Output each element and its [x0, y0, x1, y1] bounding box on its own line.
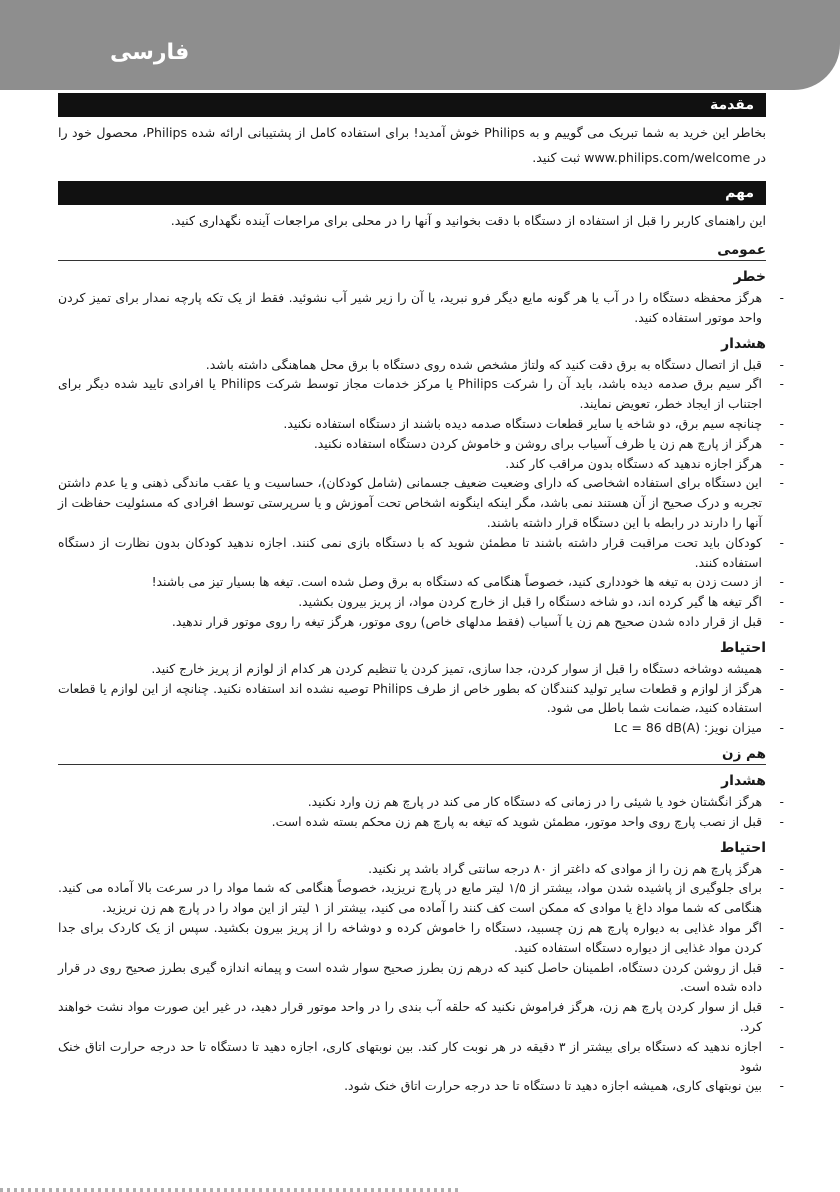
list-item: - اگر تیغه ها گیر کرده اند، دو شاخه دستگاه را قبل از خارج کردن مواد، از پریز بیرون بکشید. — [298, 594, 784, 610]
list-item-text: هرگز از پارچ هم زن یا ظرف آسیاب برای روشن و خاموش کردن دستگاه استفاده نکنید. — [313, 435, 762, 451]
list-item-text: قبل از سوار کردن پارچ هم زن، هرگز فراموش نکنید که حلقه آب بندی را در واحد موتور قرار دهید، در غیر این صورت مواد نشت خواهند کرد. — [58, 999, 762, 1034]
list-item: - هرگز پارچ هم زن را از موادی که داغتر از ۸۰ درجه سانتی گراد باشد پر نکنید. — [368, 860, 784, 876]
list-item: - اجازه ندهید که دستگاه برای بیشتر از ۳ دقیقه در هر نوبت کار کند. بین نوبتهای کاری، اجازه دهید تا دستگاه تا حد درجه حرارت اتاق خنک شود — [58, 1038, 784, 1074]
list-item: - چنانچه سیم برق، دو شاخه یا سایر قطعات دستگاه صدمه دیده باشند از دستگاه استفاده نکنید. — [283, 415, 784, 431]
list-item: - اگر مواد غذایی به دیواره پارچ هم زن چسبید، دستگاه را خاموش کرده و دوشاخه را از پریز بیرون بکشید. سپس از یک کاردک برای جدا کردن مواد غذایی از دیواره دستگاه استفاده کنید. — [58, 919, 784, 955]
list-item-text: هرگز اجازه ندهید که دستگاه بدون مراقب کار کند. — [505, 455, 762, 471]
danger-list — [58, 288, 784, 328]
caution-list — [58, 659, 784, 738]
print-registration-strip — [0, 1188, 460, 1192]
list-item-text: چنانچه سیم برق، دو شاخه یا سایر قطعات دستگاه صدمه دیده باشند از دستگاه استفاده نکنید. — [283, 415, 762, 431]
list-item-text: قبل از قرار داده شدن صحیح هم زن یا آسیاب (فقط مدلهای خاص) روی موتور، هرگز تیغه را روی موتور قرار ندهید. — [171, 613, 762, 629]
list-item: - قبل از اتصال دستگاه به برق دقت کنید که ولتاژ مشخص شده روی دستگاه با برق محل هماهنگی داشته باشد. — [205, 356, 784, 372]
list-item: - هرگز انگشتان خود یا شیئی را در زمانی که دستگاه کار می کند در پارچ هم زن وارد نکنید. — [307, 793, 784, 809]
list-item: - برای جلوگیری از پاشیده شدن مواد، بیشتر از ۱/۵ لیتر مایع در پارچ نریزید، خصوصاً هنگامی که شما مواد را در سرعت بالا آماده می کنید. هنگامی که شما مواد داغ یا موادی که ممکن است کف کنند را آماده می کنید، بیشتر از ۱ لیتر از این مواد را در پارچ هم زن نریزید. — [58, 880, 784, 916]
list-item-text: میزان نویز: Lc = 86 dB(A) — [613, 720, 762, 736]
section-bar-important: مهم — [58, 181, 766, 205]
list-item: - میزان نویز: Lc = 86 dB(A) — [613, 720, 784, 736]
warning-heading: هشدار — [721, 335, 766, 352]
list-item: - هرگز محفظه دستگاه را در آب یا هر گونه مایع دیگر فرو نبرید، یا آن را زیر شیر آب نشوئید. فقط از یک تکه پارچه نمدار برای تمیز کردن واحد موتور استفاده کنید. — [58, 290, 784, 325]
list-item-text: برای جلوگیری از پاشیده شدن مواد، بیشتر از ۱/۵ لیتر مایع در پارچ نریزید، خصوصاً هنگامی که شما مواد را در سرعت بالا آماده می کنید. هنگامی که شما مواد داغ یا موادی که ممکن است کف کنند را آماده می کنید، بیشتر از ۱ لیتر از این مواد را در پارچ هم زن نریزید. — [58, 880, 762, 916]
danger-heading: خطر — [733, 269, 766, 285]
blender-warning-list — [58, 792, 784, 832]
list-item-text: همیشه دوشاخه دستگاه را قبل از سوار کردن، جدا سازی، تمیز کردن یا تنظیم کردن هر کدام از لوازم از پریز خارج کنید. — [151, 660, 762, 676]
list-item-text: اجازه ندهید که دستگاه برای بیشتر از ۳ دقیقه در هر نوبت کار کند. بین نوبتهای کاری، اجازه دهید تا دستگاه تا حد درجه حرارت اتاق خنک شود — [58, 1038, 762, 1074]
list-item-text: قبل از نصب پارچ روی واحد موتور، مطمئن شوید که تیغه به پارچ هم زن محکم بسته شده است. — [271, 813, 762, 829]
blender-caution-list — [58, 859, 784, 1097]
list-item-text: قبل از اتصال دستگاه به برق دقت کنید که ولتاژ مشخص شده روی دستگاه با برق محل هماهنگی داشته باشد. — [205, 356, 762, 372]
list-item: - قبل از نصب پارچ روی واحد موتور، مطمئن شوید که تیغه به پارچ هم زن محکم بسته شده است. — [271, 813, 784, 829]
list-item-text: بین نوبتهای کاری، همیشه اجازه دهید تا دستگاه تا حد درجه حرارت اتاق خنک شود. — [344, 1078, 762, 1094]
list-item: - بین نوبتهای کاری، همیشه اجازه دهید تا دستگاه تا حد درجه حرارت اتاق خنک شود. — [344, 1078, 784, 1094]
list-item-text: قبل از روشن کردن دستگاه، اطمینان حاصل کنید که درهم زن بطرز صحیح سوار شده است و پیمانه اندازه گیری بطرز صحیح روی در قرار داده شده است. — [58, 959, 762, 995]
section-bar-introduction: مقدمة — [58, 93, 766, 117]
manual-content — [58, 93, 784, 1096]
list-item-text: هرگز محفظه دستگاه را در آب یا هر گونه مایع دیگر فرو نبرید، یا آن را زیر شیر آب نشوئید. فقط از یک تکه پارچه نمدار برای تمیز کردن واحد موتور استفاده کنید. — [58, 290, 762, 325]
introduction-paragraph: بخاطر این خرید به شما تبریک می گوییم و به Philips خوش آمدید! برای استفاده کامل از پشتیبانی ارائه شده Philips، محصول خود را در www.philips.com/welcome ثبت کنید. — [58, 125, 766, 165]
list-item-text: اگر سیم برق صدمه دیده باشد، باید آن را شرکت Philips یا مرکز خدمات مجاز توسط شرکت Philips یا افرادی تایید شده دیگر برای اجتناب از ایجاد خطر، تعویض نمایند. — [58, 376, 762, 412]
important-paragraph: این راهنمای کاربر را قبل از استفاده از دستگاه با دقت بخوانید و آنها را در محلی برای مراجعات آینده نگهداری کنید. — [170, 213, 766, 228]
list-item-text: اگر مواد غذایی به دیواره پارچ هم زن چسبید، دستگاه را خاموش کرده و دوشاخه را از پریز بیرون بکشید. سپس از یک کاردک برای جدا کردن مواد غذایی از دیواره دستگاه استفاده کنید. — [58, 919, 762, 955]
list-item-text: از دست زدن به تیغه ها خودداری کنید، خصوصاً هنگامی که دستگاه به برق وصل شده است. تیغه ها بسیار تیز می باشند! — [151, 574, 762, 590]
list-item: - قبل از سوار کردن پارچ هم زن، هرگز فراموش نکنید که حلقه آب بندی را در واحد موتور قرار دهید، در غیر این صورت مواد نشت خواهند کرد. — [58, 999, 784, 1034]
list-item: - کودکان باید تحت مراقبت قرار داشته باشند تا مطمئن شوید که با دستگاه بازی نمی کنند. اجازه ندهید کودکان بدون نظارت از دستگاه استفاده کنند. — [58, 534, 784, 570]
subsection-blender-title: هم زن — [58, 742, 766, 765]
header-band — [0, 0, 840, 90]
list-item-text: هرگز انگشتان خود یا شیئی را در زمانی که دستگاه کار می کند در پارچ هم زن وارد نکنید. — [307, 793, 762, 809]
blender-caution-heading: احتیاط — [719, 839, 766, 856]
list-item: - هرگز اجازه ندهید که دستگاه بدون مراقب کار کند. — [505, 455, 784, 471]
list-item: - هرگز از پارچ هم زن یا ظرف آسیاب برای روشن و خاموش کردن دستگاه استفاده نکنید. — [313, 435, 784, 451]
list-item: - قبل از قرار داده شدن صحیح هم زن یا آسیاب (فقط مدلهای خاص) روی موتور، هرگز تیغه را روی موتور قرار ندهید. — [171, 613, 784, 629]
blender-warning-heading: هشدار — [721, 772, 766, 789]
list-item-text: این دستگاه برای استفاده اشخاصی که دارای وضعیت ضعیف جسمانی (شامل کودکان)، حساسیت و یا عقب ماندگی ذهنی و یا عدم داشتن تجربه و درک صحیح از آن هستند نمی باشد، مگر اینکه اینگونه اشخاص تحت آموزش و یا سرپرستی توسط افرادی که مسئولیت حفاظت از آنها را دارند در رابطه با این دستگاه قرار داشته باشند. — [58, 475, 762, 530]
list-item-text: اگر تیغه ها گیر کرده اند، دو شاخه دستگاه را قبل از خارج کردن مواد، از پریز بیرون بکشید. — [298, 594, 762, 610]
list-item: - این دستگاه برای استفاده اشخاصی که دارای وضعیت ضعیف جسمانی (شامل کودکان)، حساسیت و یا عقب ماندگی ذهنی و یا عدم داشتن تجربه و درک صحیح از آن هستند نمی باشد، مگر اینکه اینگونه اشخاص تحت آموزش و یا سرپرستی توسط افرادی که مسئولیت حفاظت از آنها را دارند در رابطه با این دستگاه قرار داشته باشند. — [58, 475, 784, 530]
list-item: - هرگز از لوازم و قطعات سایر تولید کنندگان که بطور خاص از طرف Philips توصیه نشده اند استفاده نکنید. چنانچه از این لوازم یا قطعات استفاده کنید، ضمانت شما باطل می شود. — [58, 680, 784, 716]
list-item: - اگر سیم برق صدمه دیده باشد، باید آن را شرکت Philips یا مرکز خدمات مجاز توسط شرکت Philips یا افرادی تایید شده دیگر برای اجتناب از ایجاد خطر، تعویض نمایند. — [58, 376, 784, 412]
caution-heading: احتیاط — [719, 639, 766, 656]
list-item-text: کودکان باید تحت مراقبت قرار داشته باشند تا مطمئن شوید که با دستگاه بازی نمی کنند. اجازه ندهید کودکان بدون نظارت از دستگاه استفاده کنند. — [58, 534, 762, 570]
list-item-text: هرگز از لوازم و قطعات سایر تولید کنندگان که بطور خاص از طرف Philips توصیه نشده اند استفاده نکنید. چنانچه از این لوازم یا قطعات استفاده کنید، ضمانت شما باطل می شود. — [58, 680, 762, 716]
warning-list — [58, 355, 784, 632]
subsection-general-title: عمومی — [58, 238, 766, 261]
list-item: - همیشه دوشاخه دستگاه را قبل از سوار کردن، جدا سازی، تمیز کردن یا تنظیم کردن هر کدام از لوازم از پریز خارج کنید. — [151, 660, 784, 676]
language-tab: فارسی — [110, 40, 190, 65]
list-item: - از دست زدن به تیغه ها خودداری کنید، خصوصاً هنگامی که دستگاه به برق وصل شده است. تیغه ها بسیار تیز می باشند! — [151, 574, 784, 590]
list-item-text: هرگز پارچ هم زن را از موادی که داغتر از ۸۰ درجه سانتی گراد باشد پر نکنید. — [368, 860, 762, 876]
list-item: - قبل از روشن کردن دستگاه، اطمینان حاصل کنید که درهم زن بطرز صحیح سوار شده است و پیمانه اندازه گیری بطرز صحیح روی در قرار داده شده است. — [58, 959, 784, 995]
